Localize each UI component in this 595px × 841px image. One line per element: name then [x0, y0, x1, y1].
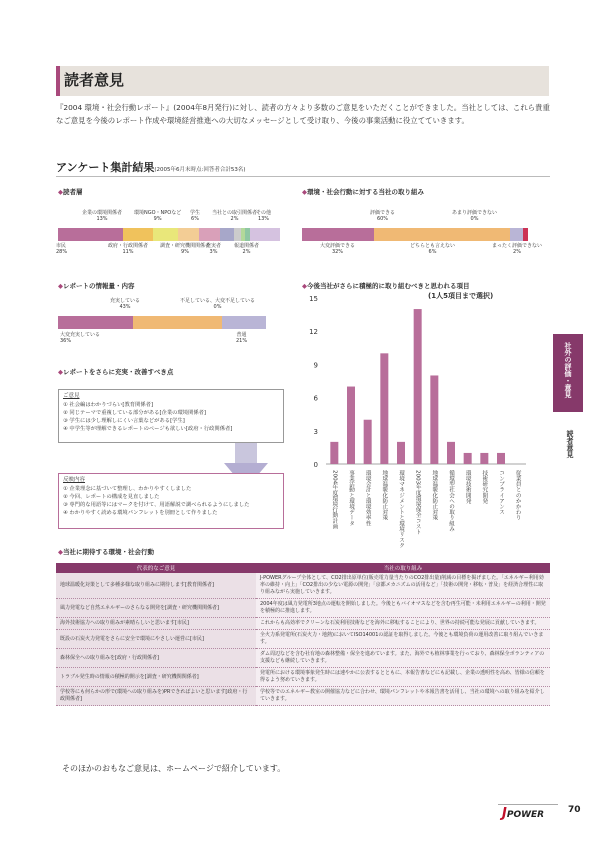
- volume-segment: [58, 316, 133, 329]
- readers-label-pct: 9%: [153, 216, 162, 222]
- expect-title: ◆当社に期待する環境・社会行動: [58, 548, 154, 556]
- side-subtitle: 読者意見: [566, 430, 574, 458]
- readers-label-name: 調査・研究機関関係者: [160, 243, 211, 249]
- responses-item: ④ わかりやすく読める環境パンフレットを別冊として作りました: [63, 510, 218, 516]
- future-items-bar-chart: [300, 292, 530, 554]
- efforts-stacked-bar: [302, 228, 528, 241]
- x-tick-label: 技術研究開発: [481, 470, 488, 504]
- bar: [480, 453, 488, 464]
- volume-label: [60, 332, 100, 344]
- x-tick-label: 環境マネジメントと環境リスク: [398, 470, 404, 549]
- readers-label-pct: 9%: [181, 249, 189, 255]
- readers-segment: [220, 228, 234, 241]
- volume-label-name: 普通: [236, 332, 247, 338]
- responses-title: 反映内容: [63, 477, 86, 483]
- volume-segment: [222, 316, 266, 329]
- readers-label-name: 環境NGO・NPOなど: [134, 210, 182, 216]
- volume-label-pct: 43%: [119, 304, 131, 310]
- opinion-cell: 海外技術協力への取り組みが素晴らしいと思います[市民]: [56, 618, 256, 630]
- readers-label-name: 企業の環境関係者: [82, 210, 123, 216]
- table-row: [56, 599, 550, 618]
- action-cell: 2004年度は風力発電所3地点の運転を開始しました。今後ともバイオマスなどを含む再生可能・未利用エネルギーの利用・開発を積極的に推進します。: [256, 599, 550, 618]
- page-number: 70: [568, 805, 581, 815]
- readers-label: [190, 210, 200, 222]
- efforts-label-pct: 2%: [513, 249, 521, 255]
- side-tab: [553, 334, 583, 412]
- readers-label: [134, 210, 181, 222]
- y-tick-label: 0: [313, 461, 318, 469]
- readers-label: [234, 243, 259, 255]
- volume-label-name: 充実している: [110, 298, 141, 304]
- volume-title: ◆レポートの情報量・内容: [58, 282, 135, 290]
- efforts-label-pct: 0%: [470, 216, 479, 222]
- readers-label-pct: 2%: [242, 249, 251, 255]
- opinions-item: ④ 中学生等が理解できるレポートのページも欲しい[政府・行政関係者]: [63, 426, 233, 432]
- page-title: 読者意見: [64, 71, 125, 89]
- readers-label: [160, 243, 210, 255]
- bar: [364, 420, 372, 464]
- improve-title: ◆レポートをさらに充実・改善すべき点: [58, 368, 174, 376]
- responses-box: [58, 473, 284, 529]
- responses-item: ② 今回、レポートの構成を見直しました: [63, 494, 160, 500]
- y-tick-label: 9: [313, 361, 318, 370]
- efforts-label-name: 大変評価できる: [320, 243, 356, 249]
- action-cell: J-POWERグループ全体として、CO2排出原単位(販売電力量当たりのCO2排出量)削減の目標を掲げました。「エネルギー利用効率の維持・向上」「CO2排出の少ない電源の開発」「京都メカニズムの活用など」「技術の開発・移転・普及」を経済合理性に取り組みながら実施していきます。: [256, 573, 550, 599]
- readers-label-name: 政府・行政関係者: [108, 243, 149, 249]
- expect-table-header: [56, 563, 550, 573]
- opinions-item: ① 社会編はわかりづらい[教育関係者]: [63, 402, 154, 408]
- action-cell: これからも高効率でクリーンな石炭利用技術などを海外に移転することにより、世界の持続可能な発展に貢献していきます。: [256, 618, 550, 630]
- table-row: [56, 573, 550, 599]
- readers-label: [206, 243, 221, 255]
- volume-label-pct: 36%: [60, 338, 72, 344]
- x-tick-label: 従業員とのかかわり: [514, 470, 521, 521]
- readers-label-pct: 13%: [257, 216, 270, 222]
- jpower-logo: JPOWER: [502, 806, 545, 821]
- x-tick-label: 環境技術開発: [464, 470, 471, 504]
- efforts-label-name: どちらとも言えない: [410, 243, 456, 249]
- readers-label-pct: 13%: [96, 216, 108, 222]
- intro-text: 『2004 環境・社会行動レポート』(2004年8月発行)に対し、読者の方々より多数のご意見をいただくことができました。当社としては、これら貴重なご意見を今後のレポート作成や環境経営推進への大切なメッセージとして受け取り、今後の事業活動に役立てていきます。: [56, 103, 550, 125]
- col-opinion: 代表的なご意見: [56, 563, 256, 573]
- efforts-segment: [510, 228, 524, 241]
- readers-label-pct: 6%: [191, 216, 199, 222]
- readers-label: [212, 210, 257, 222]
- chart-subtitle: (1人5項目まで選択): [428, 292, 494, 300]
- opinion-cell: 地球温暖化対策として多種多様な取り組みに期待します[教育関係者]: [56, 573, 256, 599]
- efforts-segment: [374, 228, 510, 241]
- readers-segment: [123, 228, 153, 241]
- table-row: [56, 687, 550, 706]
- efforts-label: [370, 210, 395, 222]
- readers-title: ◆読者層: [58, 188, 83, 196]
- efforts-segment: [523, 228, 528, 241]
- responses-item: ① 企業理念に基づいて整理し、わかりやすくしました: [63, 486, 192, 492]
- x-tick-label: 環境会計と環境効率性: [364, 470, 371, 526]
- footer-divider: [498, 804, 558, 805]
- efforts-label: [492, 243, 542, 255]
- efforts-segment: [302, 228, 374, 241]
- survey-note: (2005年6月末時点:回答者合計53名): [154, 167, 246, 173]
- volume-label-pct: 21%: [236, 338, 248, 344]
- opinions-list: [63, 401, 232, 433]
- section-divider: [56, 176, 550, 177]
- volume-label-name: 大変充実している: [60, 332, 101, 338]
- bar: [497, 453, 505, 464]
- action-cell: 発電所における環境事象発生時には速やかに公表するとともに、本報告書などにも記載し、企業の透明性を高め、皆様の信頼を得るよう努めていきます。: [256, 668, 550, 687]
- y-tick-label: 12: [309, 328, 318, 337]
- readers-segment: [58, 228, 123, 241]
- responses-list: [63, 485, 249, 517]
- survey-title: アンケート集計結果(2005年6月末時点:回答者合計53名): [56, 161, 246, 174]
- bar: [380, 353, 388, 464]
- efforts-label-name: あまり評価できない: [452, 210, 498, 216]
- action-cell: 学校等でのエネルギー教室の開催協力などに合わせ、環境パンフレットや本報告書を活用し、当社の環境への取り組みを紹介していきます。: [256, 687, 550, 706]
- header-bar: [56, 66, 549, 96]
- readers-label-pct: 3%: [209, 249, 218, 255]
- readers-segment: [234, 228, 241, 241]
- table-row: [56, 630, 550, 649]
- efforts-label: [410, 243, 455, 255]
- opinion-cell: 既設の石炭火力発電をさらに安全で環境にやさしい運営に[市民]: [56, 630, 256, 649]
- bar: [414, 309, 422, 464]
- efforts-label-pct: 60%: [376, 216, 389, 222]
- volume-label: [180, 298, 255, 310]
- readers-segment: [178, 228, 199, 241]
- efforts-label-name: 評価できる: [370, 210, 396, 216]
- header-accent: [56, 66, 60, 96]
- bar: [464, 453, 472, 464]
- x-tick-label: 循環型社会への取り組み: [448, 470, 454, 532]
- volume-label: [236, 332, 247, 344]
- volume-label-pct: 0%: [213, 304, 222, 310]
- opinions-title: ご意見: [63, 393, 80, 399]
- efforts-label-pct: 32%: [331, 249, 344, 255]
- x-tick-label: コンプライアンス: [498, 470, 504, 515]
- readers-label-name: 報道関係者: [234, 243, 260, 249]
- bar: [447, 442, 455, 464]
- readers-label-name: その他: [256, 210, 272, 216]
- bar: [330, 442, 338, 464]
- opinions-item: ② 同じテーマで重複している部分がある[企業の環境関係者]: [63, 410, 206, 416]
- readers-label: [56, 243, 67, 255]
- readers-label: [256, 210, 271, 222]
- readers-label-name: 充実者: [206, 243, 222, 249]
- efforts-label: [452, 210, 497, 222]
- readers-label-pct: 11%: [122, 249, 134, 255]
- volume-stacked-bar: [58, 316, 266, 329]
- x-tick-label: 2004年度環境行動計画: [331, 470, 338, 530]
- opinion-cell: 森林保全への取り組みを[政府・行政関係者]: [56, 649, 256, 668]
- volume-label: [110, 298, 140, 310]
- efforts-label: [320, 243, 355, 255]
- bar: [347, 387, 355, 464]
- readers-label-pct: 2%: [230, 216, 239, 222]
- col-action: 当社の取り組み: [256, 563, 550, 573]
- efforts-label-pct: 6%: [428, 249, 437, 255]
- opinion-cell: 学校等にも何らかの形で(環境への取り組みを)PRできればよいと思います[政府・行政関係者]: [56, 687, 256, 706]
- action-cell: 全火力系発電所(石炭火力・地熱)においてISO14001の認証を取得しました。今後とも環境負荷の運用改善に取り組んでいきます。: [256, 630, 550, 649]
- x-tick-label: 地球温暖化防止対策: [431, 470, 438, 521]
- readers-label-name: 学生: [190, 210, 201, 216]
- readers-label-name: 市民: [56, 243, 67, 249]
- expect-table: [56, 563, 550, 706]
- volume-segment: [133, 316, 222, 329]
- chart-title: ◆今後当社がさらに積極的に取り組むべきと思われる項目: [302, 282, 470, 290]
- y-tick-label: 15: [309, 295, 318, 303]
- opinion-cell: トラブル発生時の情報の積極的開示を[調査・研究機関関係者]: [56, 668, 256, 687]
- table-row: [56, 618, 550, 630]
- readers-stacked-bar: [58, 228, 280, 241]
- y-tick-label: 6: [313, 394, 318, 403]
- x-tick-label: 事業活動と環境データ: [348, 470, 354, 526]
- efforts-label-name: まったく評価できない: [492, 243, 543, 249]
- readers-label-pct: 28%: [56, 249, 68, 255]
- readers-label: [108, 243, 148, 255]
- readers-segment: [153, 228, 178, 241]
- y-tick-label: 3: [313, 427, 318, 436]
- side-tab-label: 社外の評価・意見: [564, 342, 572, 398]
- action-cell: ダム周辺などを含む社有地の森林整備・保全を進めています。また、海外でも植林事業を行っており、森林保全ボランティアの支援なども継続していきます。: [256, 649, 550, 668]
- opinions-item: ③ 学生には少し理解しにくい言葉などがある[学生]: [63, 418, 185, 424]
- x-tick-label: 地球温暖化防止対策: [381, 470, 388, 521]
- x-tick-label: 2003年度環境保全コスト: [414, 470, 421, 535]
- readers-segment: [250, 228, 280, 241]
- bar: [430, 375, 438, 464]
- closing-note: そのほかのおもなご意見は、ホームページで紹介しています。: [62, 764, 286, 773]
- bar: [397, 442, 405, 464]
- readers-label-name: 当社との取引関係者: [212, 210, 258, 216]
- opinion-cell: 風力発電など自然エネルギーのさらなる開発を[調査・研究機関関係者]: [56, 599, 256, 618]
- readers-label: [82, 210, 122, 222]
- table-row: [56, 668, 550, 687]
- volume-label-name: 不足している、大変不足している: [180, 298, 256, 304]
- responses-item: ③ 専門的な用語等にはマークを付けて、用語解説で調べられるようにしました: [63, 502, 250, 508]
- readers-segment: [199, 228, 220, 241]
- table-row: [56, 649, 550, 668]
- efforts-title: ◆環境・社会行動に対する当社の取り組み: [302, 188, 424, 196]
- opinions-box: [58, 389, 284, 443]
